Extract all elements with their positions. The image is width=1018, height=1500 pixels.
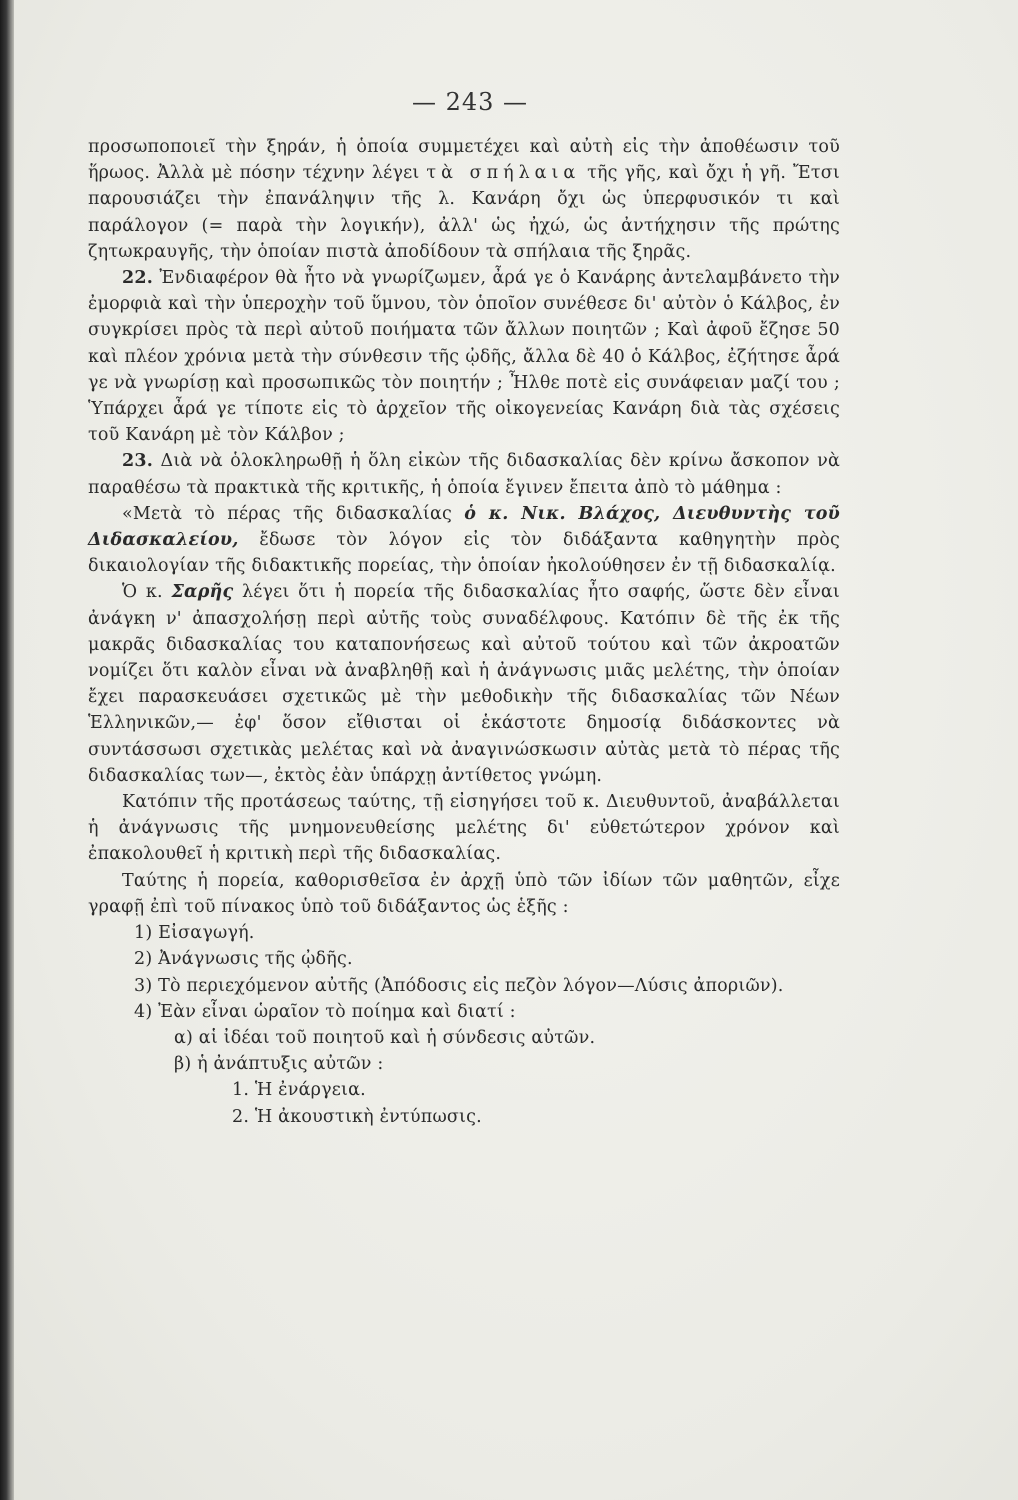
italic-name: ὁ κ. Νικ. Βλάχος, Διευθυντὴς τοῦ Διδασκαλείου, <box>88 503 841 551</box>
paragraph-xira <box>88 134 840 265</box>
paragraph-saris <box>88 579 840 789</box>
text-run: ἔδωσε τὸν λόγον εἰς τὸν διδάξαντα καθηγητὴν πρὸς δικαιολογίαν τῆς διδακτικῆς πορείας, τὴν ὁποίαν ἠκολούθησεν ἐν τῇ διδασκαλίᾳ. <box>88 530 840 577</box>
sublist-item: β) ἡ ἀνάπτυξις αὐτῶν : <box>174 1054 384 1075</box>
text-run: Διὰ νὰ ὁλοκληρωθῇ ἡ ὅλη εἰκὼν τῆς διδασκαλίας δὲν κρίνω ἄσκοπον νὰ παραθέσω τὰ πρακτικὰ τῆς κριτικῆς, ἡ ὁποία ἔγινεν ἔπειτα ἀπὸ τὸ μάθημα : <box>88 451 840 498</box>
section-number: 23. <box>122 451 154 472</box>
paragraph-minutes <box>88 501 840 580</box>
italic-name: Σαρῆς <box>171 582 234 603</box>
sublist-item: α) αἱ ἰδέαι τοῦ ποιητοῦ καὶ ἡ σύνδεσις αὐτῶν. <box>174 1027 596 1048</box>
list-item: 4) Ἐὰν εἶναι ὡραῖον τὸ ποίημα καὶ διατί : <box>134 1001 516 1022</box>
paragraph-katopin: Κατόπιν τῆς προτάσεως ταύτης, τῇ εἰσηγήσει τοῦ κ. Διευθυντοῦ, ἀναβάλλεται ἡ ἀνάγνωσις τῆς μνημονευθείσης μελέτης δι' εὐθετώτερον χρόνον καὶ ἐπακολουθεῖ ἡ κριτικὴ περὶ τῆς διδασκαλίας. <box>88 792 840 865</box>
text-run: λέγει ὅτι ἡ πορεία τῆς διδασκαλίας ἦτο σαφής, ὥστε δὲν εἶναι ἀνάγκη ν' ἀπασχολήσῃ περὶ αὐτῆς τοὺς συναδέλφους. Κατόπιν δὲ τῆς ἐκ τῆς μακρᾶς διδασκαλίας του καταπονήσεως καὶ αὐτοῦ τούτου καὶ τῶν ἀκροατῶν νομίζει ὅτι καλὸν εἶναι νὰ ἀναβληθῇ καὶ ἡ ἀνάγνωσις μιᾶς μελέτης, τὴν ὁποίαν ἔχει παρασκευάσει σχετικῶς μὲ τὴν μεθοδικὴν τῆς διδασκαλίας τῶν Νέων Ἑλληνικῶν,— ἐφ' ὅσον εἴθισται οἱ ἑκάστοτε δημοσίᾳ διδάσκοντες νὰ συντάσσωσι σχετικὰς μελέτας καὶ νὰ ἀναγινώσκωσιν αὐτὰς μετὰ τὸ πέρας τῆς διδασκαλίας των—, ἐκτὸς ἐὰν ὑπάρχῃ ἀντίθετος γνώμη. <box>88 582 840 786</box>
list-item: 3) Τὸ περιεχόμενον αὐτῆς (Ἀπόδοσις εἰς πεζὸν λόγον—Λύσις ἀποριῶν). <box>134 975 784 996</box>
text-run: τῆς γῆς, καὶ ὄχι ἡ γῆ. Ἔτσι παρουσιάζει τὴν ἐπανάληψιν τῆς λ. Κανάρη ὄχι ὡς ὑπερφυσικόν τι καὶ παράλογον (= παρὰ τὴν λογικήν), ἀλλ' ὡς ἠχώ, ὡς ἀντήχησιν τῆς πρώτης ζητωκραυγῆς, τὴν ὁποίαν πιστὰ ἀποδίδουν τὰ σπήλαια τῆς ξηρᾶς. <box>88 163 840 262</box>
list-item: 1) Εἰσαγωγή. <box>134 923 255 944</box>
list-item: 2) Ἀνάγνωσις τῆς ᾠδῆς. <box>134 949 353 970</box>
text-run: προσωποποιεῖ τὴν ξηράν, ἡ ὁποία συμμετέχει καὶ αὐτὴ εἰς τὴν ἀποθέωσιν τοῦ ἥρωος. Ἀλλὰ μὲ πόσην τέχνην λέγει <box>88 137 840 184</box>
text-run: Ἐνδιαφέρον θὰ ἦτο νὰ γνωρίζωμεν, ἆρά γε ὁ Κανάρης ἀντελαμβάνετο τὴν ἐμορφιὰ καὶ τὴν ὑπεροχὴν τοῦ ὕμνου, τὸν ὁποῖον συνέθεσε δι' αὐτὸν ὁ Κάλβος, ἐν συγκρίσει πρὸς τὰ περὶ αὐτοῦ ποιήματα τῶν ἄλλων ποιητῶν ; Καὶ ἀφοῦ ἔζησε 50 καὶ πλέον χρόνια μετὰ τὴν σύνθεσιν τῆς ᾠδῆς, ἄλλα δὲ 40 ὁ Κάλβος, ἐζήτησε ἆρά γε νὰ γνωρίσῃ καὶ προσωπικῶς τὸν ποιητήν ; Ἦλθε ποτὲ εἰς συνάφειαν μαζί του ; Ὑπάρχει ἆρά γε τίποτε εἰς τὸ ἀρχεῖον τῆς οἰκογενείας Κανάρη διὰ τὰς σχέσεις τοῦ Κανάρη μὲ τὸν Κάλβον ; <box>88 268 840 446</box>
paragraph-22 <box>88 265 840 448</box>
book-spine-shadow <box>0 0 14 1500</box>
page-body <box>88 134 840 1130</box>
section-number: 22. <box>122 268 154 289</box>
paragraph-tautis: Ταύτης ἡ πορεία, καθορισθεῖσα ἐν ἀρχῇ ὑπὸ τῶν ἰδίων τῶν μαθητῶν, εἶχε γραφῇ ἐπὶ τοῦ πίνακος ὑπὸ τοῦ διδάξαντος ὡς ἑξῆς : <box>88 870 840 917</box>
subsublist-item: 1. Ἡ ἐνάργεια. <box>232 1080 366 1101</box>
paragraph-23 <box>88 448 840 500</box>
text-run: Ὁ κ. <box>122 582 172 603</box>
page-number: — 243 — <box>411 88 529 116</box>
text-run: «Μετὰ τὸ πέρας τῆς διδασκαλίας <box>122 503 465 524</box>
subsublist-item: 2. Ἡ ἀκουστικὴ ἐντύπωσις. <box>232 1106 482 1127</box>
spaced-emphasis: τὰ σπήλαια <box>426 163 581 184</box>
